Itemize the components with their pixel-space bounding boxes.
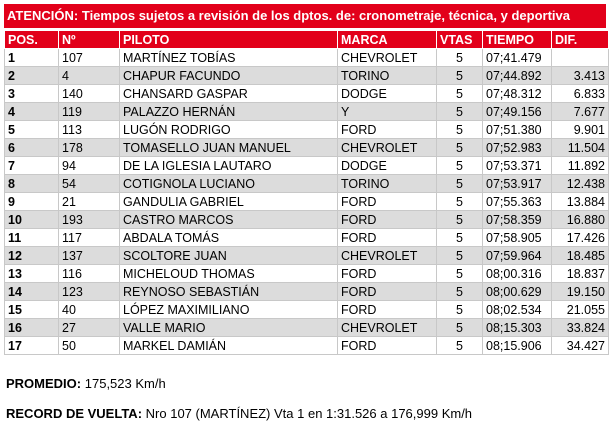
header-tiempo: TIEMPO	[483, 31, 552, 49]
cell-tiempo: 08;00.629	[483, 283, 552, 301]
cell-vtas: 5	[437, 175, 483, 193]
cell-pos: 6	[5, 139, 59, 157]
cell-piloto: CHANSARD GASPAR	[120, 85, 338, 103]
cell-tiempo: 07;52.983	[483, 139, 552, 157]
cell-pos: 5	[5, 121, 59, 139]
cell-tiempo: 08;15.906	[483, 337, 552, 355]
table-row	[5, 301, 609, 319]
cell-dif: 7.677	[552, 103, 609, 121]
table-row	[5, 211, 609, 229]
warning-banner: ATENCIÓN: Tiempos sujetos a revisión de los dptos. de: cronometraje, técnica, y deportiva	[4, 4, 606, 28]
cell-num: 94	[59, 157, 120, 175]
cell-vtas: 5	[437, 265, 483, 283]
cell-dif: 9.901	[552, 121, 609, 139]
cell-vtas: 5	[437, 247, 483, 265]
cell-num: 123	[59, 283, 120, 301]
cell-pos: 2	[5, 67, 59, 85]
cell-vtas: 5	[437, 211, 483, 229]
cell-marca: FORD	[338, 121, 437, 139]
cell-num: 27	[59, 319, 120, 337]
cell-piloto: VALLE MARIO	[120, 319, 338, 337]
cell-num: 50	[59, 337, 120, 355]
cell-dif: 13.884	[552, 193, 609, 211]
cell-pos: 9	[5, 193, 59, 211]
cell-num: 107	[59, 49, 120, 67]
cell-pos: 8	[5, 175, 59, 193]
table-row	[5, 121, 609, 139]
cell-pos: 12	[5, 247, 59, 265]
table-row	[5, 67, 609, 85]
cell-marca: CHEVROLET	[338, 49, 437, 67]
cell-marca: Y	[338, 103, 437, 121]
cell-pos: 4	[5, 103, 59, 121]
header-dif: DIF.	[552, 31, 609, 49]
table-row	[5, 157, 609, 175]
table-row	[5, 265, 609, 283]
header-marca: MARCA	[338, 31, 437, 49]
cell-vtas: 5	[437, 49, 483, 67]
cell-num: 178	[59, 139, 120, 157]
header-pos: POS.	[5, 31, 59, 49]
cell-tiempo: 07;51.380	[483, 121, 552, 139]
cell-vtas: 5	[437, 85, 483, 103]
cell-tiempo: 07;53.917	[483, 175, 552, 193]
cell-piloto: CHAPUR FACUNDO	[120, 67, 338, 85]
cell-vtas: 5	[437, 103, 483, 121]
cell-dif: 33.824	[552, 319, 609, 337]
cell-marca: FORD	[338, 193, 437, 211]
table-header-row	[5, 31, 609, 49]
table-row	[5, 247, 609, 265]
cell-num: 140	[59, 85, 120, 103]
cell-piloto: COTIGNOLA LUCIANO	[120, 175, 338, 193]
cell-vtas: 5	[437, 229, 483, 247]
header-piloto: PILOTO	[120, 31, 338, 49]
table-row	[5, 175, 609, 193]
cell-pos: 7	[5, 157, 59, 175]
cell-vtas: 5	[437, 301, 483, 319]
cell-vtas: 5	[437, 283, 483, 301]
cell-num: 4	[59, 67, 120, 85]
cell-vtas: 5	[437, 193, 483, 211]
cell-num: 116	[59, 265, 120, 283]
cell-piloto: DE LA IGLESIA LAUTARO	[120, 157, 338, 175]
cell-pos: 1	[5, 49, 59, 67]
cell-piloto: LÓPEZ MAXIMILIANO	[120, 301, 338, 319]
cell-pos: 14	[5, 283, 59, 301]
cell-pos: 15	[5, 301, 59, 319]
cell-dif: 11.504	[552, 139, 609, 157]
cell-piloto: SCOLTORE JUAN	[120, 247, 338, 265]
results-table	[4, 30, 609, 355]
cell-piloto: MARTÍNEZ TOBÍAS	[120, 49, 338, 67]
cell-piloto: PALAZZO HERNÁN	[120, 103, 338, 121]
cell-vtas: 5	[437, 157, 483, 175]
cell-num: 193	[59, 211, 120, 229]
cell-num: 137	[59, 247, 120, 265]
cell-marca: FORD	[338, 283, 437, 301]
table-row	[5, 337, 609, 355]
cell-dif	[552, 49, 609, 67]
cell-dif: 21.055	[552, 301, 609, 319]
cell-dif: 3.413	[552, 67, 609, 85]
cell-dif: 16.880	[552, 211, 609, 229]
cell-piloto: LUGÓN RODRIGO	[120, 121, 338, 139]
cell-marca: CHEVROLET	[338, 247, 437, 265]
cell-tiempo: 07;58.359	[483, 211, 552, 229]
cell-tiempo: 07;41.479	[483, 49, 552, 67]
cell-piloto: ABDALA TOMÁS	[120, 229, 338, 247]
cell-dif: 18.837	[552, 265, 609, 283]
promedio-line	[6, 376, 166, 391]
cell-tiempo: 07;49.156	[483, 103, 552, 121]
cell-num: 119	[59, 103, 120, 121]
table-row	[5, 103, 609, 121]
cell-dif: 19.150	[552, 283, 609, 301]
cell-tiempo: 07;58.905	[483, 229, 552, 247]
cell-vtas: 5	[437, 139, 483, 157]
cell-marca: DODGE	[338, 85, 437, 103]
cell-marca: CHEVROLET	[338, 319, 437, 337]
table-row	[5, 229, 609, 247]
cell-tiempo: 08;02.534	[483, 301, 552, 319]
cell-num: 40	[59, 301, 120, 319]
cell-num: 117	[59, 229, 120, 247]
cell-pos: 13	[5, 265, 59, 283]
cell-marca: FORD	[338, 211, 437, 229]
cell-dif: 6.833	[552, 85, 609, 103]
table-row	[5, 319, 609, 337]
cell-tiempo: 07;48.312	[483, 85, 552, 103]
cell-vtas: 5	[437, 121, 483, 139]
cell-dif: 11.892	[552, 157, 609, 175]
table-row	[5, 283, 609, 301]
cell-marca: TORINO	[338, 175, 437, 193]
cell-pos: 10	[5, 211, 59, 229]
cell-num: 113	[59, 121, 120, 139]
cell-vtas: 5	[437, 337, 483, 355]
header-vtas: VTAS	[437, 31, 483, 49]
cell-marca: DODGE	[338, 157, 437, 175]
cell-marca: CHEVROLET	[338, 139, 437, 157]
header-num: Nº	[59, 31, 120, 49]
cell-num: 54	[59, 175, 120, 193]
cell-dif: 12.438	[552, 175, 609, 193]
cell-piloto: TOMASELLO JUAN MANUEL	[120, 139, 338, 157]
cell-piloto: MICHELOUD THOMAS	[120, 265, 338, 283]
record-line	[6, 406, 472, 421]
cell-pos: 16	[5, 319, 59, 337]
cell-marca: FORD	[338, 337, 437, 355]
cell-marca: FORD	[338, 265, 437, 283]
record-label: RECORD DE VUELTA:	[6, 406, 143, 421]
cell-tiempo: 08;15.303	[483, 319, 552, 337]
cell-tiempo: 08;00.316	[483, 265, 552, 283]
record-value: Nro 107 (MARTÍNEZ) Vta 1 en 1:31.526 a 176,999 Km/h	[145, 406, 473, 421]
cell-tiempo: 07;59.964	[483, 247, 552, 265]
cell-pos: 11	[5, 229, 59, 247]
cell-tiempo: 07;53.371	[483, 157, 552, 175]
cell-marca: FORD	[338, 229, 437, 247]
cell-marca: TORINO	[338, 67, 437, 85]
cell-dif: 17.426	[552, 229, 609, 247]
table-row	[5, 139, 609, 157]
table-row	[5, 193, 609, 211]
cell-piloto: CASTRO MARCOS	[120, 211, 338, 229]
cell-tiempo: 07;55.363	[483, 193, 552, 211]
cell-pos: 17	[5, 337, 59, 355]
table-row	[5, 49, 609, 67]
cell-marca: FORD	[338, 301, 437, 319]
cell-vtas: 5	[437, 319, 483, 337]
promedio-value: 175,523 Km/h	[84, 376, 166, 391]
cell-piloto: MARKEL DAMIÁN	[120, 337, 338, 355]
cell-pos: 3	[5, 85, 59, 103]
cell-tiempo: 07;44.892	[483, 67, 552, 85]
table-row	[5, 85, 609, 103]
cell-dif: 34.427	[552, 337, 609, 355]
cell-piloto: REYNOSO SEBASTIÁN	[120, 283, 338, 301]
cell-vtas: 5	[437, 67, 483, 85]
cell-piloto: GANDULIA GABRIEL	[120, 193, 338, 211]
cell-num: 21	[59, 193, 120, 211]
cell-dif: 18.485	[552, 247, 609, 265]
promedio-label: PROMEDIO:	[6, 376, 82, 391]
